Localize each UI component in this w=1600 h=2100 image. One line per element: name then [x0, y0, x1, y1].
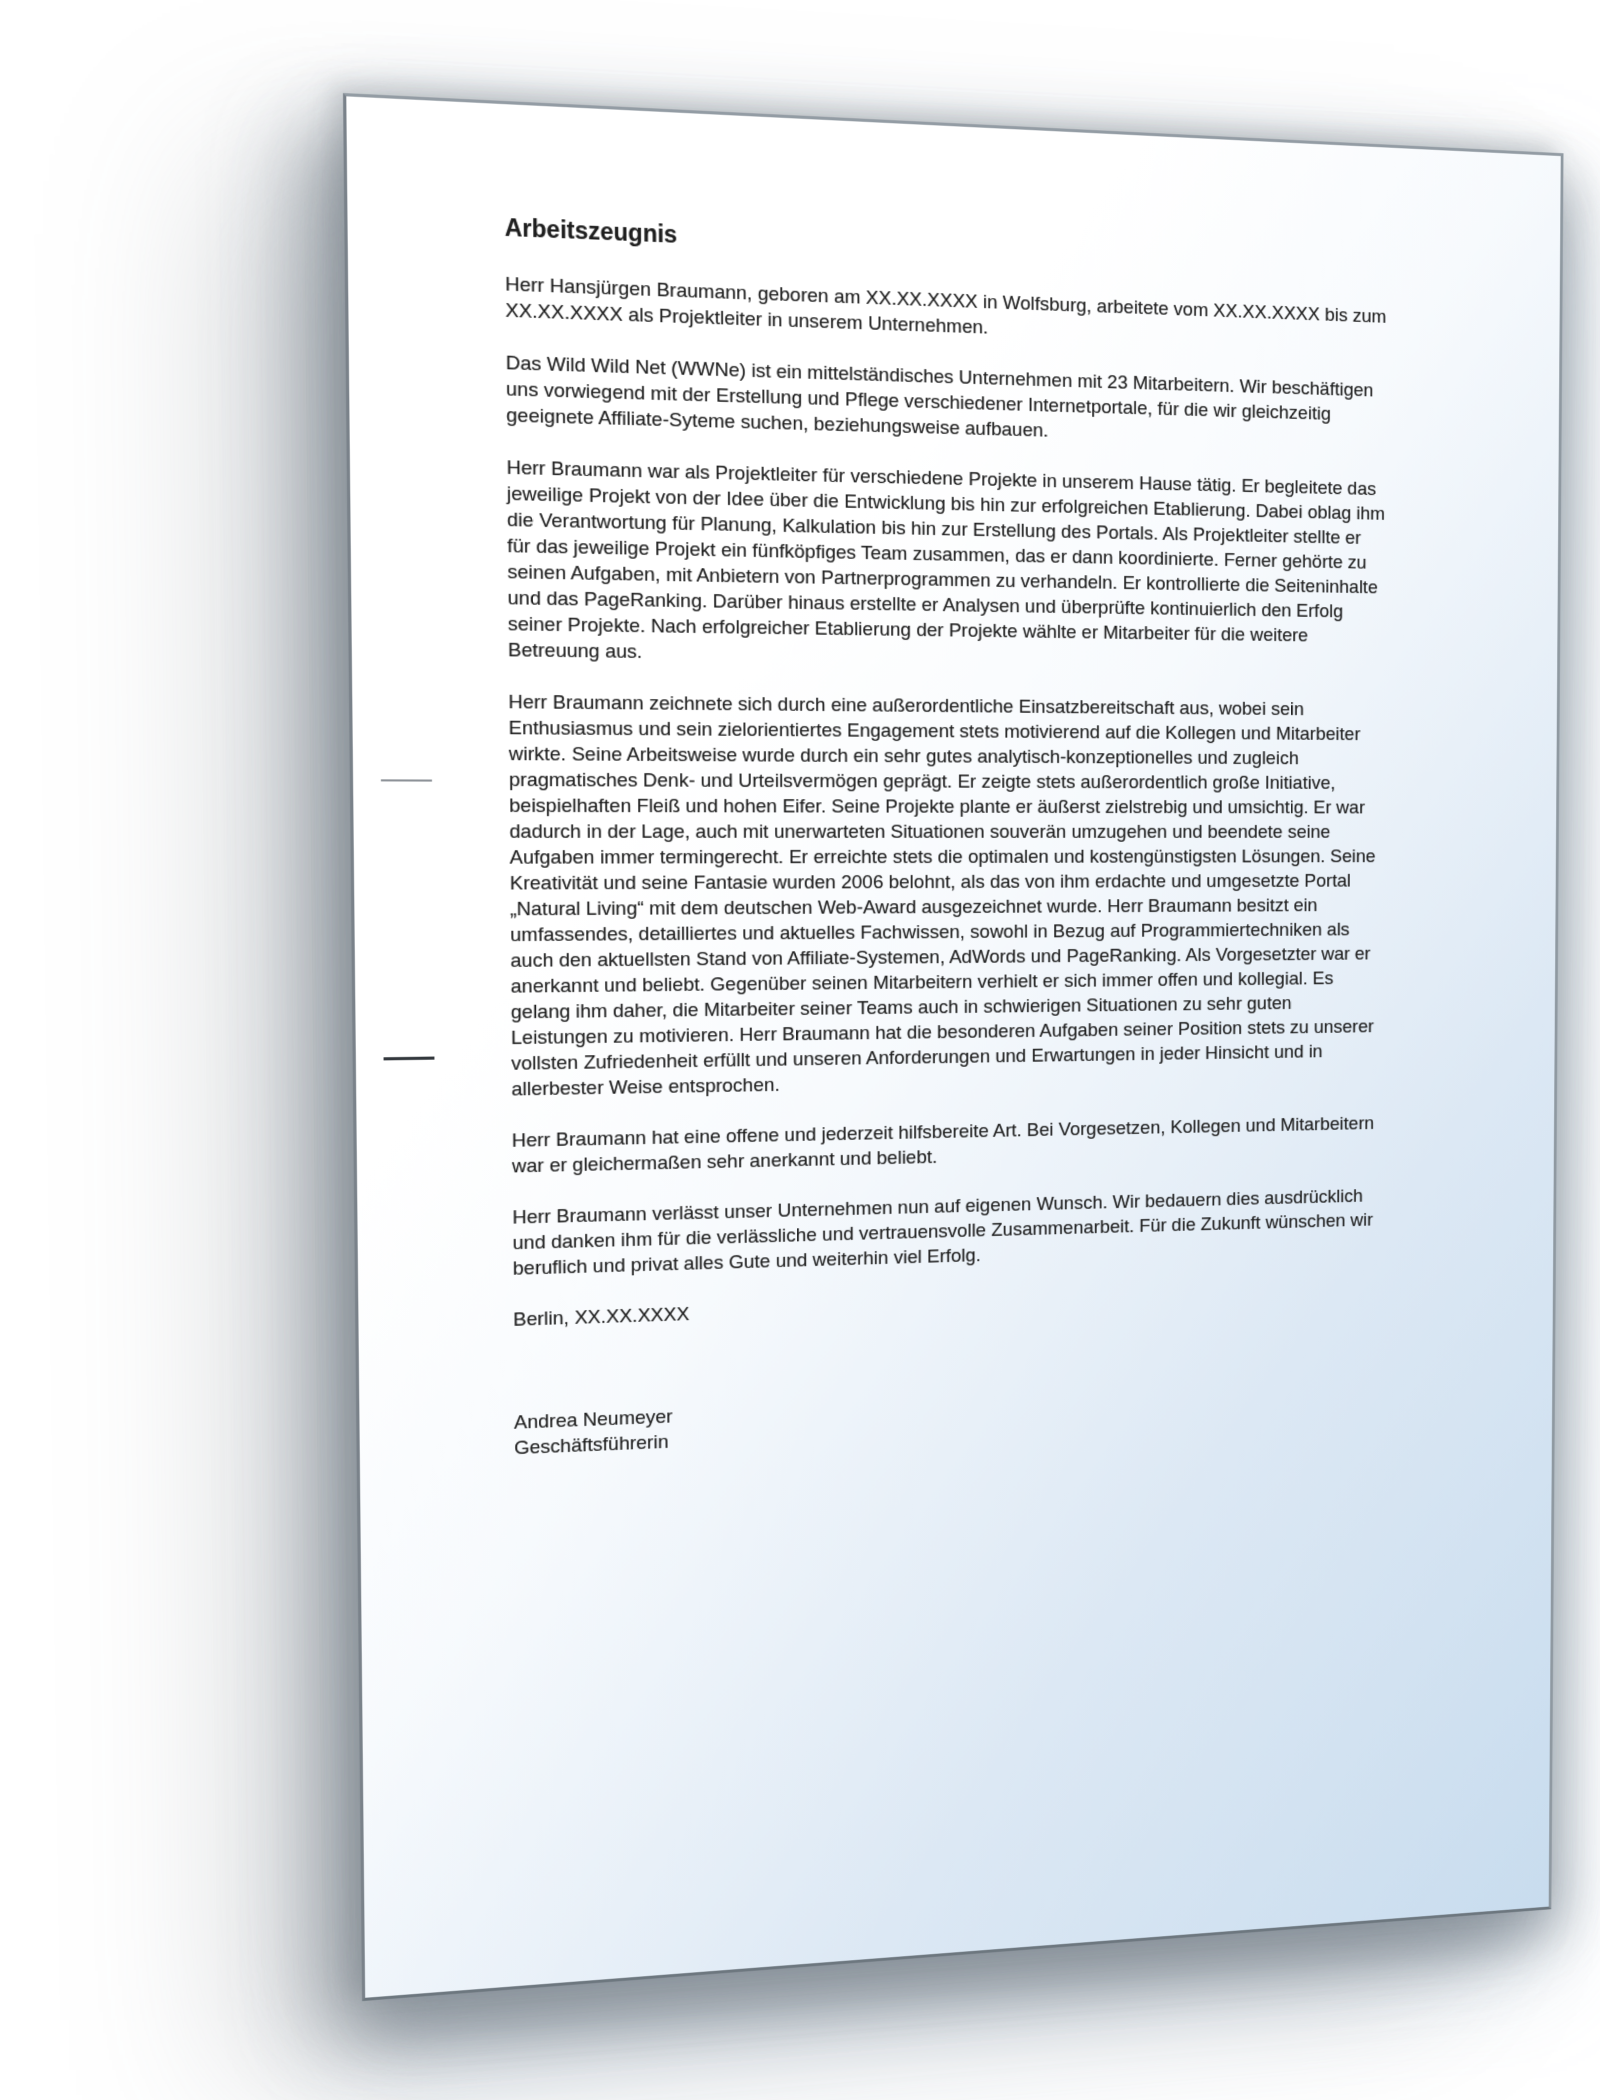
paragraph-conduct: Herr Braumann hat eine offene und jederzeit hilfsbereite Art. Bei Vorgesetzen, Kollegen und Mitarbeitern war er gleichermaßen sehr anerkannt und beliebt.	[511, 1113, 1375, 1178]
paragraph-company-description: Das Wild Wild Net (WWNe) ist ein mittelständisches Unternehmen mit 23 Mitarbeitern. Wir beschäftigen uns vorwiegend mit der Erstellung und Pflege verschiedener Internetportale, für die wir gleichzeitig geeignete Affiliate-Syteme suchen, beziehungsweise aufbauen.	[505, 352, 1374, 442]
paragraph-tasks: Herr Braumann war als Projektleiter für verschiedene Projekte in unserem Hause tätig. Er begleitete das jeweilige Projekt von der Idee über die Entwicklung bis hin zur erfolgreichen Etablierung. Dabei oblag ihm die Verantwortung für Planung, Kalkulation bis hin zur Erstellung des Portals. Als Projektleiter stellte er für das jeweilige Projekt ein fünfköpfiges Team zusammen, das er dann koordinierte. Ferner gehörte zu seinen Aufgaben, mit Anbietern von Partnerprogrammen zu verhandeln. Er kontrollierte die Seiteninhalte und das PageRanking. Darüber hinaus erstellte er Analysen und überprüfte kontinuierlich den Erfolg seiner Projekte. Nach erfolgreicher Etablierung der Projekte wählte er Mitarbeiter für die weitere Betreuung aus.	[506, 457, 1385, 664]
signature-block	[514, 1373, 1495, 1462]
signature-role: Geschäftsführerin	[514, 1431, 669, 1460]
date-line: Berlin, XX.XX.XXXX	[513, 1303, 690, 1331]
paragraph-performance: Herr Braumann zeichnete sich durch eine außerordentliche Einsatzbereitschaft aus, wobei sein Enthusiasmus und sein zielorientiertes Engagement stets motivierend auf die Kollegen und Mitarbeiter wirkte. Seine Arbeitsweise wurde durch ein sehr gutes analytisch-konzeptionelles und zugleich pragmatisches Denk- und Urteilsvermögen geprägt. Er zeigte stets außerordentlich große Initiative, beispielhaften Fleiß und hohen Eifer. Seine Projekte plante er äußerst zielstrebig und umsichtig. Er war dadurch in der Lage, auch mit unerwarteten Situationen souverän umzugehen und beendete seine Aufgaben immer termingerecht. Er erreichte stets die optimalen und kostengünstigsten Lösungen. Seine Kreativität und seine Fantasie wurden 2006 belohnt, als das von ihm erdachte und umgesetzte Portal „Natural Living“ mit dem deutschen Web-Award ausgezeichnet wurde. Herr Braumann besitzt ein umfassendes, detailliertes und aktuelles Fachwissen, sowohl in Bezug auf Programmiertechniken als auch den aktuellsten Stand von Affiliate-Systemen, AdWords und PageRanking. Als Vorgesetzter war er anerkannt und beliebt. Gegenüber seinen Mitarbeitern verhielt er sich immer offen und kollegial. Es gelang ihm daher, die Mitarbeiter seiner Teams auch in schwierigen Situationen zu sehr guten Leistungen zu motivieren. Herr Braumann hat die besonderen Aufgaben seiner Position stets zu unserer vollsten Zufriedenheit erfüllt und unseren Anforderungen und Erwartungen in jeder Hinsicht und in allerbester Weise entsprochen.	[508, 691, 1376, 1101]
paragraph-closing: Herr Braumann verlässt unser Unternehmen nun auf eigenen Wunsch. Wir bedauern dies ausdrücklich und danken ihm für die verlässliche und vertrauensvolle Zusammenarbeit. Für die Zukunft wünschen wir beruflich und privat alles Gute und weiterhin viel Erfolg.	[512, 1186, 1373, 1280]
document-page	[343, 93, 1563, 2001]
letter-content	[346, 96, 1503, 1467]
letter-title: Arbeitszeugnis	[504, 213, 678, 249]
paragraph-personal-data: Herr Hansjürgen Braumann, geboren am XX.XX.XXXX in Wolfsburg, arbeitete vom XX.XX.XXXX bis zum XX.XX.XXXX als Projektleiter in unserem Unternehmen.	[505, 273, 1387, 339]
signature-name: Andrea Neumeyer	[513, 1406, 673, 1434]
